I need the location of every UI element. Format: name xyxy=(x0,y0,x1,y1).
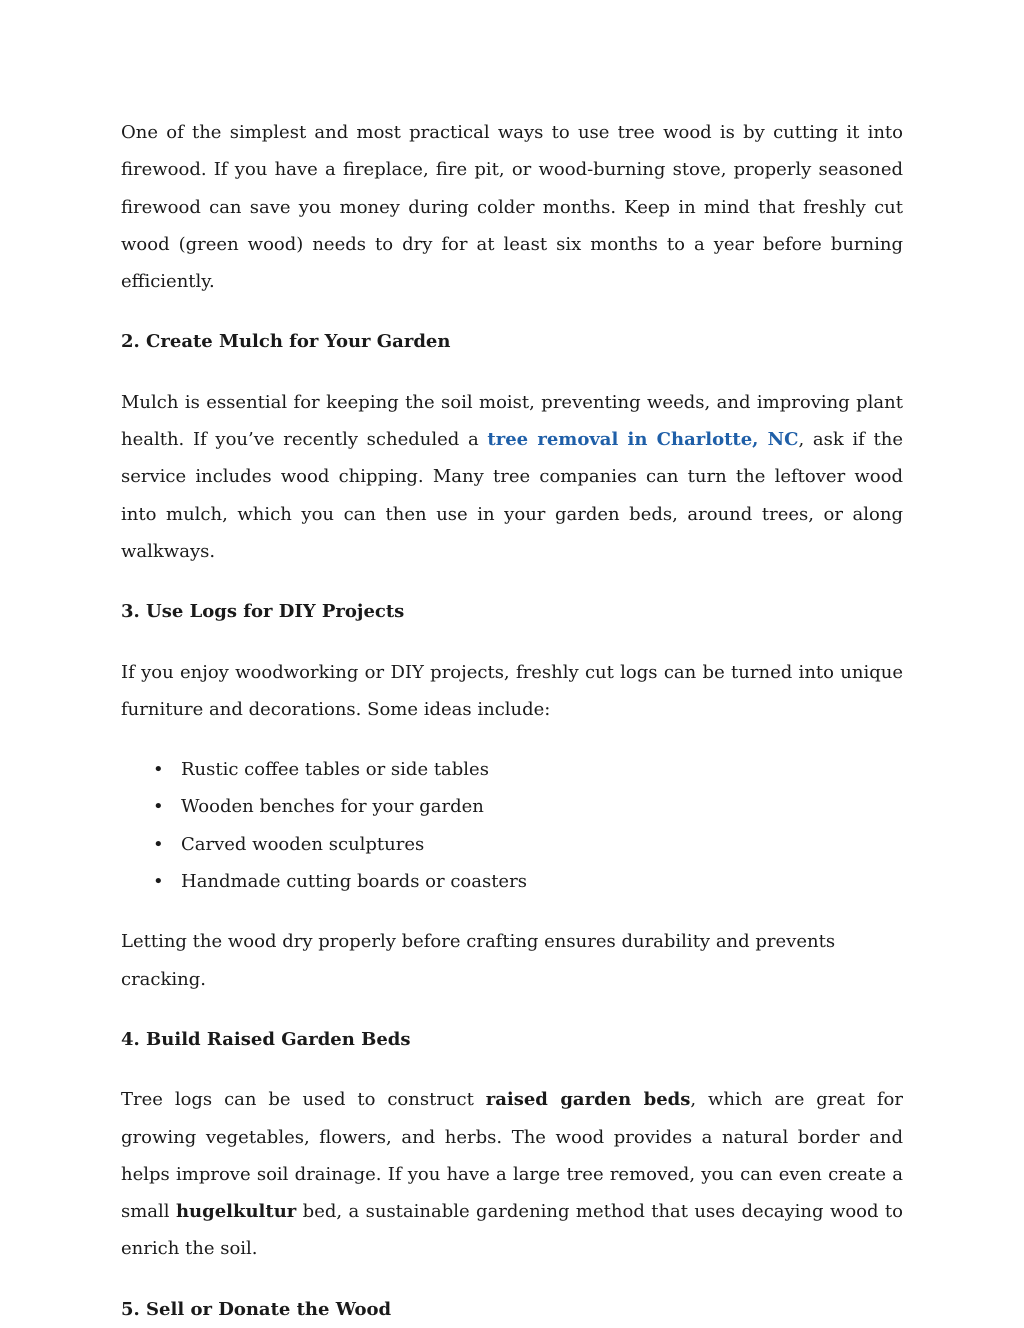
bullet-icon: • xyxy=(153,759,164,781)
diy-closing-paragraph: Letting the wood dry properly before crafting ensures durability and prevents cracking. xyxy=(121,931,836,990)
hugelkultur-emphasis: hugelkultur xyxy=(175,1201,297,1223)
list-item-text: Handmade cutting boards or coasters xyxy=(181,871,527,893)
raised-beds-text-1: Tree logs can be used to construct xyxy=(121,1089,486,1111)
list-item xyxy=(121,826,903,863)
list-item-text: Carved wooden sculptures xyxy=(181,833,425,855)
firewood-paragraph: One of the simplest and most practical ways to use tree wood is by cutting it into firewood. If you have a fireplace, fire pit, or wood-burning stove, properly seasoned firewood can save you money during colder months. Keep in mind that freshly cut wood (green wood) needs to dry for at least six months to a year before burning efficiently. xyxy=(121,122,903,293)
heading-create-mulch: 2. Create Mulch for Your Garden xyxy=(121,331,451,353)
mulch-text-after-link: , ask if the service includes wood chipping. Many tree companies can turn the leftover wood into mulch, which you can then use in your garden beds, around trees, or along walkways. xyxy=(121,429,904,562)
mulch-text-before-link: Mulch is essential for keeping the soil moist, preventing weeds, and improving plant health. If you’ve recently scheduled a xyxy=(121,391,903,451)
list-item xyxy=(121,788,903,825)
bullet-icon: • xyxy=(153,871,164,893)
raised-beds-text-2: , which are great for growing vegetables, flowers, and herbs. The wood provides a natural border and helps improve soil drainage. If you have a large tree removed, you can even create a small xyxy=(121,1089,904,1223)
tree-removal-link[interactable]: tree removal in Charlotte, NC xyxy=(487,429,799,451)
document-page xyxy=(121,114,903,1328)
list-item xyxy=(121,751,903,788)
list-item xyxy=(121,863,903,900)
list-item-text: Rustic coffee tables or side tables xyxy=(181,759,489,781)
heading-raised-beds: 4. Build Raised Garden Beds xyxy=(121,1028,411,1050)
heading-diy-projects: 3. Use Logs for DIY Projects xyxy=(121,601,405,623)
raised-beds-text-3: bed, a sustainable gardening method that uses decaying wood to enrich the soil. xyxy=(121,1201,904,1260)
heading-sell-donate: 5. Sell or Donate the Wood xyxy=(121,1298,392,1320)
bullet-icon: • xyxy=(153,833,164,855)
diy-ideas-list xyxy=(121,751,903,900)
raised-beds-paragraph xyxy=(121,1081,903,1267)
raised-garden-beds-emphasis: raised garden beds xyxy=(485,1089,691,1111)
diy-intro-paragraph: If you enjoy woodworking or DIY projects, freshly cut logs can be turned into unique furniture and decorations. Some ideas include: xyxy=(121,661,903,720)
list-item-text: Wooden benches for your garden xyxy=(181,796,484,818)
mulch-paragraph xyxy=(121,384,903,570)
bullet-icon: • xyxy=(153,796,164,818)
